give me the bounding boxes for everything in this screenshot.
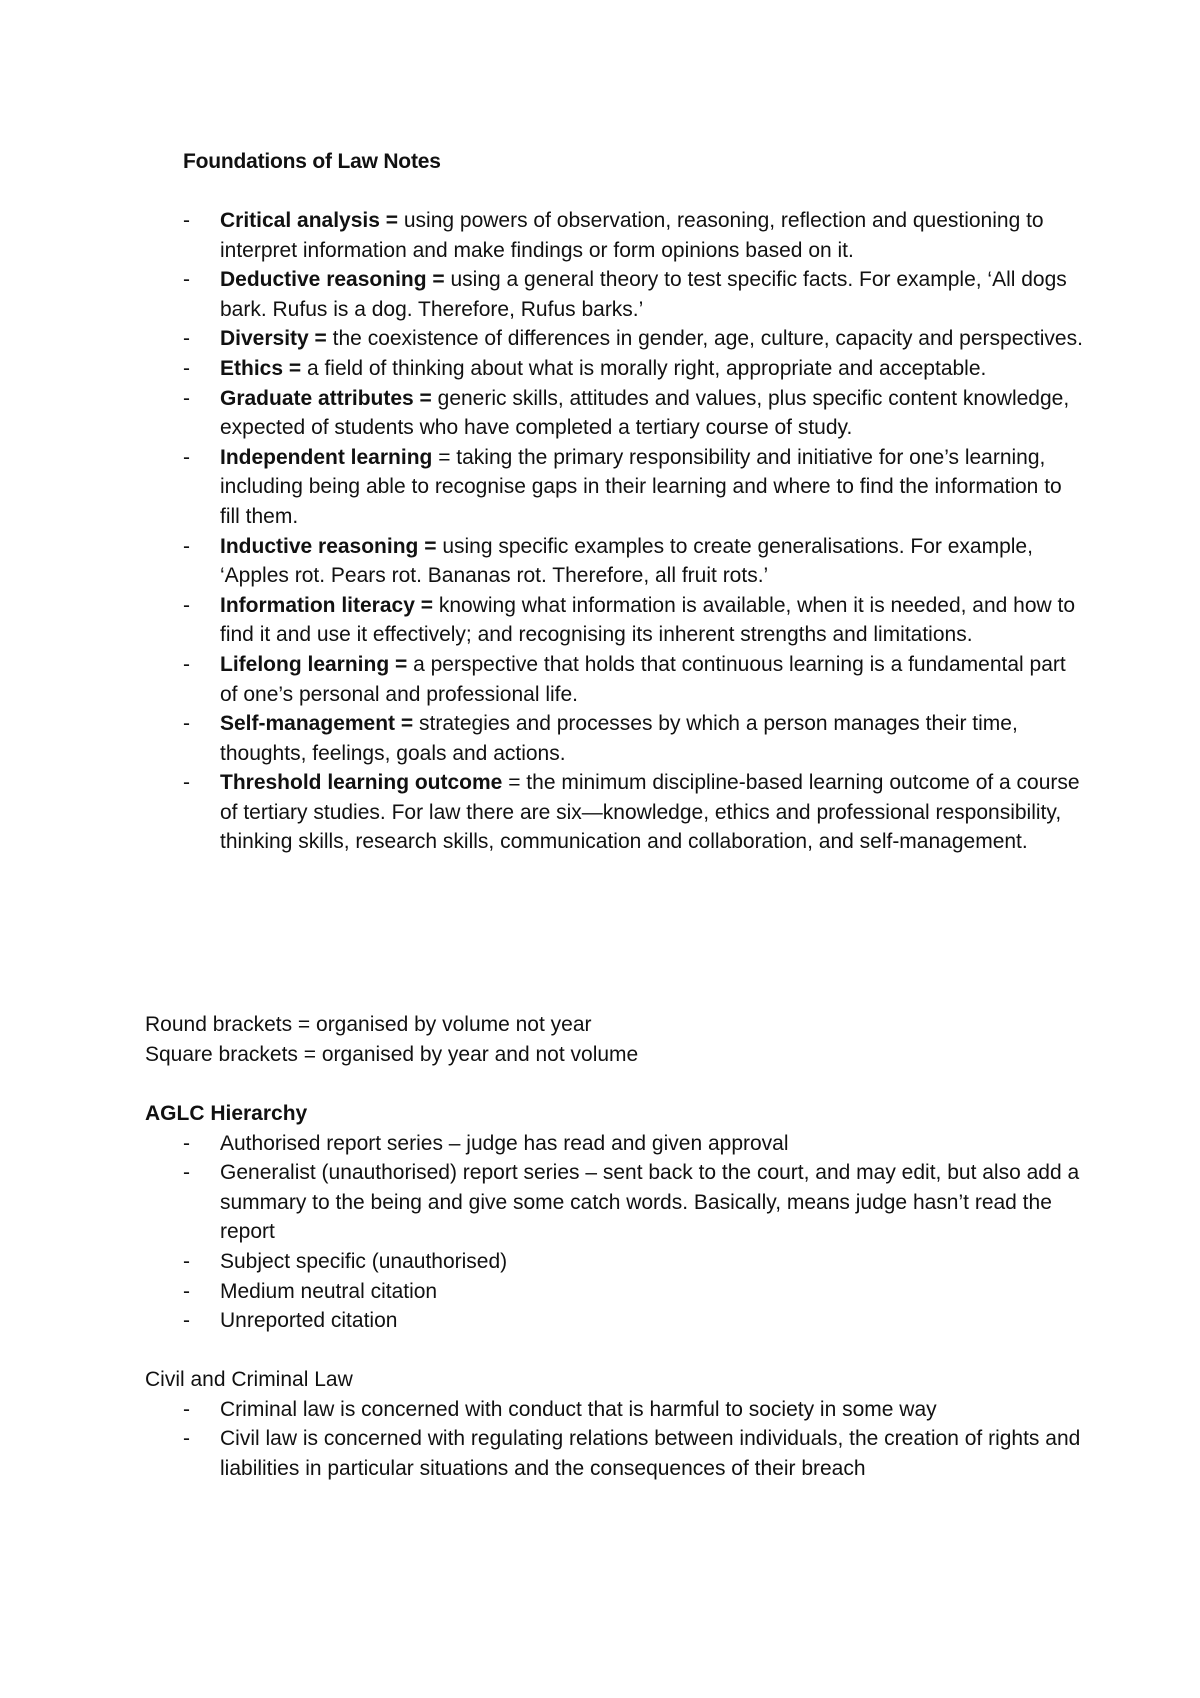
- list-item: [183, 1424, 1085, 1483]
- definition-text: a perspective that holds that continuous learning is a fundamental part of one’s personal and professional life.: [220, 652, 1066, 706]
- bullet-dash: -: [183, 386, 190, 410]
- list-item: [183, 206, 1083, 265]
- bullet-dash: -: [183, 771, 190, 795]
- civil-criminal-list: [145, 1395, 1085, 1484]
- page-title: Foundations of Law Notes: [183, 150, 441, 173]
- bullet-dash: -: [183, 356, 190, 380]
- list-item-text: Criminal law is concerned with conduct that is harmful to society in some way: [220, 1397, 937, 1421]
- bullet-dash: -: [183, 1427, 190, 1451]
- civil-criminal-heading: Civil and Criminal Law: [145, 1368, 353, 1391]
- definition-text: a field of thinking about what is morally right, appropriate and acceptable.: [301, 356, 987, 380]
- definitions-list: [183, 206, 1083, 857]
- definition-term: Independent learning: [220, 445, 433, 469]
- list-item: [183, 384, 1083, 443]
- aglc-list: [145, 1129, 1085, 1336]
- brackets-notes: [145, 1010, 638, 1069]
- definition-text: the coexistence of differences in gender, age, culture, capacity and perspectives.: [326, 327, 1083, 351]
- bullet-dash: -: [183, 268, 190, 292]
- list-item-text: Generalist (unauthorised) report series – sent back to the court, and may edit, but also add a summary to the being and give some catch words. Basically, means judge hasn’t read the report: [220, 1161, 1080, 1244]
- definition-term: Threshold learning outcome: [220, 771, 503, 795]
- list-item: [183, 650, 1083, 709]
- square-brackets-note: Square brackets = organised by year and not volume: [145, 1042, 639, 1066]
- bullet-dash: -: [183, 1279, 190, 1303]
- definition-term: Information literacy =: [220, 593, 433, 617]
- definition-text: using specific examples to create generalisations. For example, ‘Apples rot. Pears rot. Bananas rot. Therefore, all fruit rots.’: [220, 534, 1033, 588]
- list-item: [183, 1158, 1085, 1247]
- bullet-dash: -: [183, 1161, 190, 1185]
- definition-text: generic skills, attitudes and values, plus specific content knowledge, expected of students who have completed a tertiary course of study.: [220, 386, 1070, 440]
- list-item: [183, 1277, 1085, 1307]
- round-brackets-note: Round brackets = organised by volume not year: [145, 1013, 592, 1036]
- list-item: [183, 443, 1083, 532]
- definition-term: Deductive reasoning =: [220, 268, 445, 292]
- bullet-dash: -: [183, 1397, 190, 1421]
- definition-term: Self-management =: [220, 712, 414, 736]
- list-item: [183, 1247, 1085, 1277]
- bullet-dash: -: [183, 1309, 190, 1333]
- bullet-dash: -: [183, 1249, 190, 1273]
- bullet-dash: -: [183, 652, 190, 676]
- definition-text: using a general theory to test specific facts. For example, ‘All dogs bark. Rufus is a dog. Therefore, Rufus barks.’: [220, 268, 1067, 321]
- list-item: [183, 324, 1083, 354]
- bullet-dash: -: [183, 327, 190, 351]
- list-item: [183, 265, 1083, 324]
- civil-criminal-section: [145, 1365, 1085, 1483]
- definition-text: knowing what information is available, when it is needed, and how to find it and use it effectively; and recognising its inherent strengths and limitations.: [220, 593, 1076, 647]
- definition-term: Inductive reasoning =: [220, 534, 437, 558]
- definition-text: = taking the primary responsibility and initiative for one’s learning, including being able to recognise gaps in their learning and where to find the information to fill them.: [220, 445, 1062, 528]
- list-item-text: Unreported citation: [220, 1309, 398, 1333]
- bullet-dash: -: [183, 534, 190, 558]
- list-item: [183, 354, 1083, 384]
- list-item-text: Subject specific (unauthorised): [220, 1249, 508, 1273]
- definition-term: Critical analysis =: [220, 209, 399, 232]
- aglc-heading: AGLC Hierarchy: [145, 1102, 308, 1125]
- list-item-text: Medium neutral citation: [220, 1279, 438, 1303]
- bullet-dash: -: [183, 712, 190, 736]
- list-item: [183, 532, 1083, 591]
- list-item: [183, 591, 1083, 650]
- list-item: [183, 1129, 1085, 1159]
- list-item: [183, 1306, 1085, 1336]
- definition-term: Ethics =: [220, 356, 302, 380]
- list-item: [183, 1395, 1085, 1425]
- list-item-text: Authorised report series – judge has read and given approval: [220, 1131, 789, 1155]
- bullet-dash: -: [183, 445, 190, 469]
- list-item: [183, 768, 1083, 857]
- definition-term: Graduate attributes =: [220, 386, 432, 410]
- list-item-text: Civil law is concerned with regulating relations between individuals, the creation of rights and liabilities in particular situations and the consequences of their breach: [220, 1427, 1081, 1480]
- aglc-section: [145, 1099, 1085, 1336]
- definition-term: Diversity =: [220, 327, 327, 351]
- bullet-dash: -: [183, 1131, 190, 1155]
- definition-text: using powers of observation, reasoning, reflection and questioning to interpret information and make findings or form opinions based on it.: [220, 209, 1044, 262]
- bullet-dash: -: [183, 209, 190, 232]
- list-item: [183, 709, 1083, 768]
- definition-text: strategies and processes by which a person manages their time, thoughts, feelings, goals and actions.: [220, 712, 1018, 765]
- bullet-dash: -: [183, 593, 190, 617]
- definition-term: Lifelong learning =: [220, 652, 408, 676]
- definition-text: = the minimum discipline-based learning outcome of a course of tertiary studies. For law there are six—knowledge, ethics and professional responsibility, thinking skills, research skills, communication and collaboration, and self-management.: [220, 771, 1080, 854]
